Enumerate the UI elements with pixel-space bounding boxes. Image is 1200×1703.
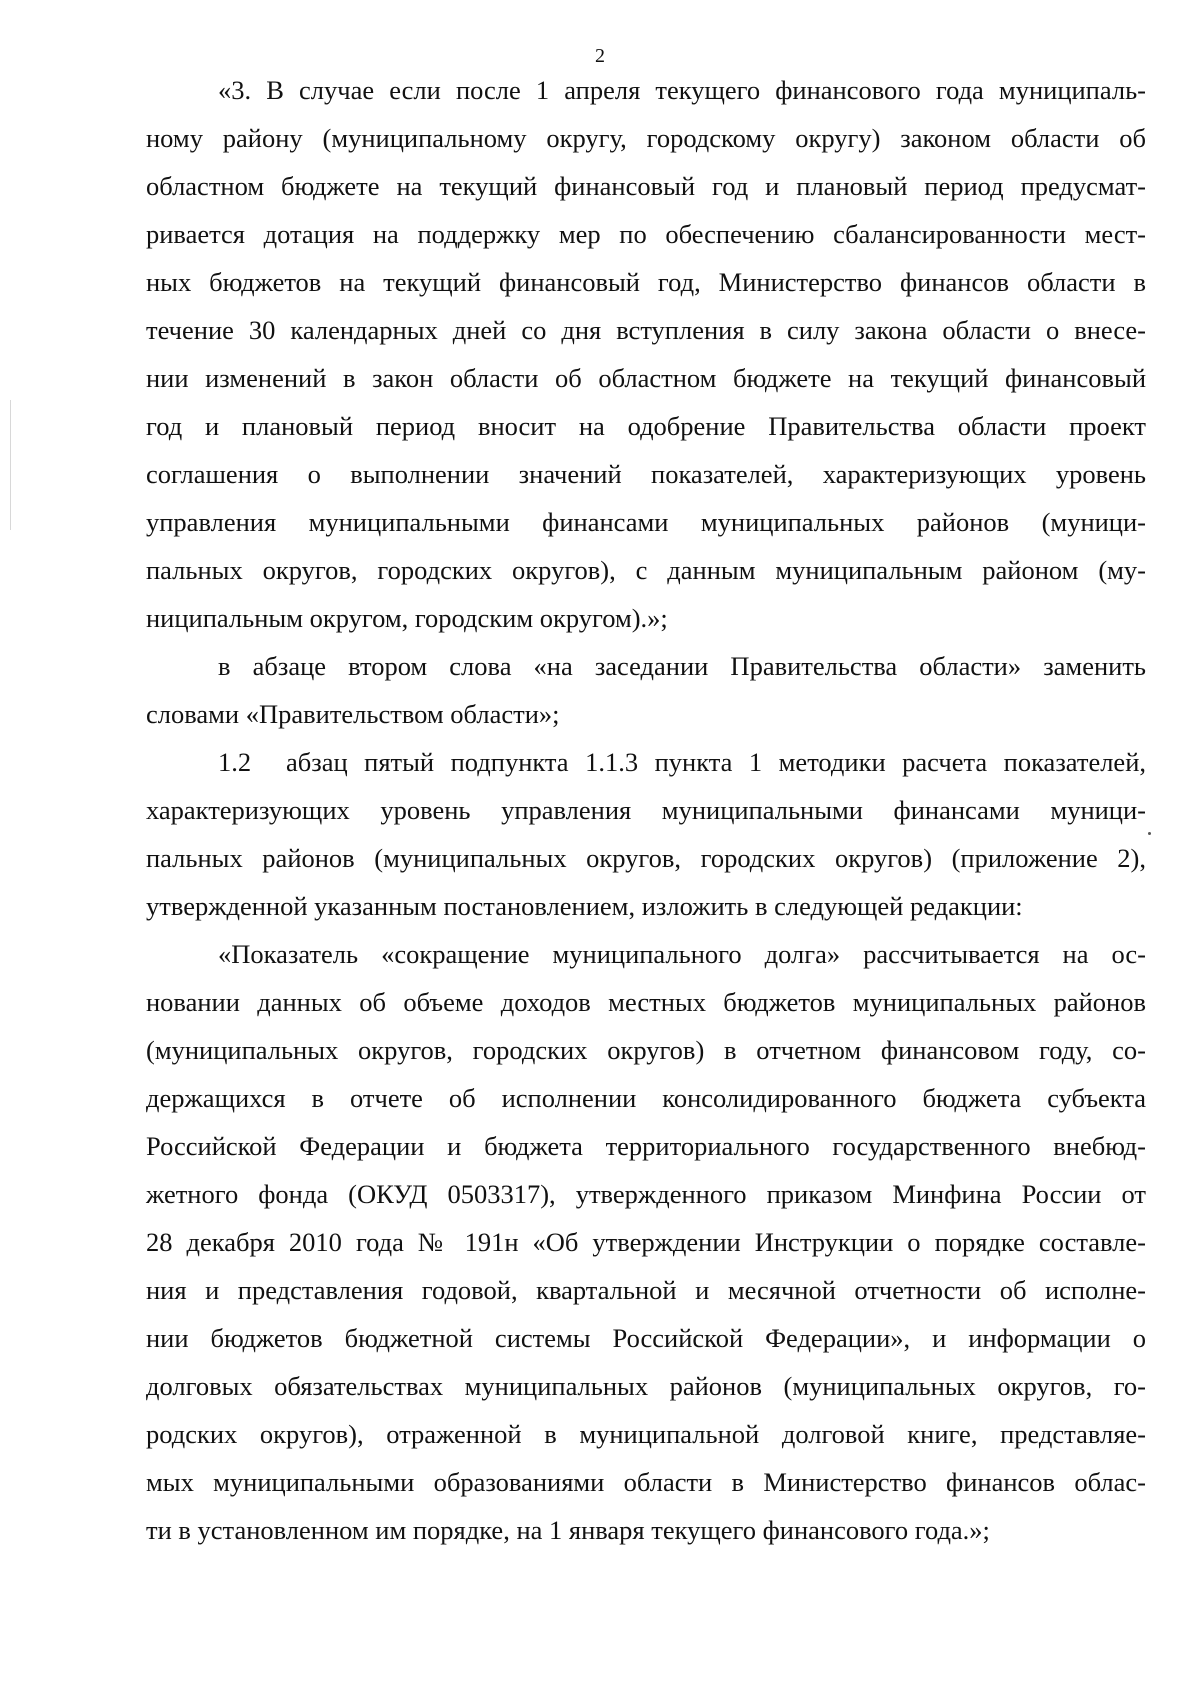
text-line: долговых обязательствах муниципальных районов (муниципальных округов, го- xyxy=(146,1371,1146,1401)
text-line: нии бюджетов бюджетной системы Российской Федерации», и информации о xyxy=(146,1323,1146,1353)
text-line xyxy=(146,738,1146,786)
text-line: жетного фонда (ОКУД 0503317), утвержденного приказом Минфина России от xyxy=(146,1179,1146,1209)
text-line: ному району (муниципальному округу, городскому округу) законом области об xyxy=(146,123,1146,153)
text-line: нии изменений в закон области об областном бюджете на текущий финансовый xyxy=(146,363,1146,393)
text-line: новании данных об объеме доходов местных бюджетов муниципальных районов xyxy=(146,987,1146,1017)
text-line: ниципальным округом, городским округом).»; xyxy=(146,603,668,633)
text-line: год и плановый период вносит на одобрение Правительства области проект xyxy=(146,411,1146,441)
text-line: управления муниципальными финансами муниципальных районов (муници- xyxy=(146,507,1146,537)
text-line: «3. В случае если после 1 апреля текущего финансового года муниципаль- xyxy=(218,75,1146,105)
document-body xyxy=(146,66,1146,1554)
text-line: ти в установленном им порядке, на 1 января текущего финансового года.»; xyxy=(146,1515,990,1545)
text-line: пальных районов (муниципальных округов, городских округов) (приложение 2), xyxy=(146,843,1146,873)
page-number: 2 xyxy=(595,45,605,67)
text-line: 28 декабря 2010 года № 191н «Об утверждении Инструкции о порядке составле- xyxy=(146,1227,1146,1257)
paragraph-item-1-2 xyxy=(146,738,1146,930)
text-line: течение 30 календарных дней со дня вступления в силу закона области о внесе- xyxy=(146,315,1146,345)
scan-artifact-line xyxy=(10,400,11,530)
paragraph-2 xyxy=(146,642,1146,738)
text-line: характеризующих уровень управления муниципальными финансами муници- xyxy=(146,795,1146,825)
text-line: родских округов), отраженной в муниципальной долговой книге, представляе- xyxy=(146,1419,1146,1449)
scan-artifact-dot xyxy=(1148,832,1151,835)
text-line: ных бюджетов на текущий финансовый год, Министерство финансов области в xyxy=(146,267,1146,297)
item-number: 1.2 xyxy=(218,747,252,777)
text-line: в абзаце втором слова «на заседании Правительства области» заменить xyxy=(218,651,1146,681)
text-line: ния и представления годовой, квартальной и месячной отчетности об исполне- xyxy=(146,1275,1146,1305)
text-line: утвержденной указанным постановлением, изложить в следующей редакции: xyxy=(146,891,1023,921)
text-line: ривается дотация на поддержку мер по обеспечению сбалансированности мест- xyxy=(146,219,1146,249)
text-line: мых муниципальными образованиями области в Министерство финансов облас- xyxy=(146,1467,1146,1497)
text-line: «Показатель «сокращение муниципального долга» рассчитывается на ос- xyxy=(218,939,1146,969)
text-line: (муниципальных округов, городских округов) в отчетном финансовом году, со- xyxy=(146,1035,1146,1065)
text-line: словами «Правительством области»; xyxy=(146,699,560,729)
text-line: пальных округов, городских округов), с данным муниципальным районом (му- xyxy=(146,555,1146,585)
paragraph-1 xyxy=(146,66,1146,642)
text-line: соглашения о выполнении значений показателей, характеризующих уровень xyxy=(146,459,1146,489)
text-line: держащихся в отчете об исполнении консолидированного бюджета субъекта xyxy=(146,1083,1146,1113)
text-line: Российской Федерации и бюджета территориального государственного внебюд- xyxy=(146,1131,1146,1161)
item-text: абзац пятый подпункта 1.1.3 пункта 1 методики расчета показателей, xyxy=(286,747,1146,777)
paragraph-4 xyxy=(146,930,1146,1554)
text-line: областном бюджете на текущий финансовый год и плановый период предусмат- xyxy=(146,171,1146,201)
